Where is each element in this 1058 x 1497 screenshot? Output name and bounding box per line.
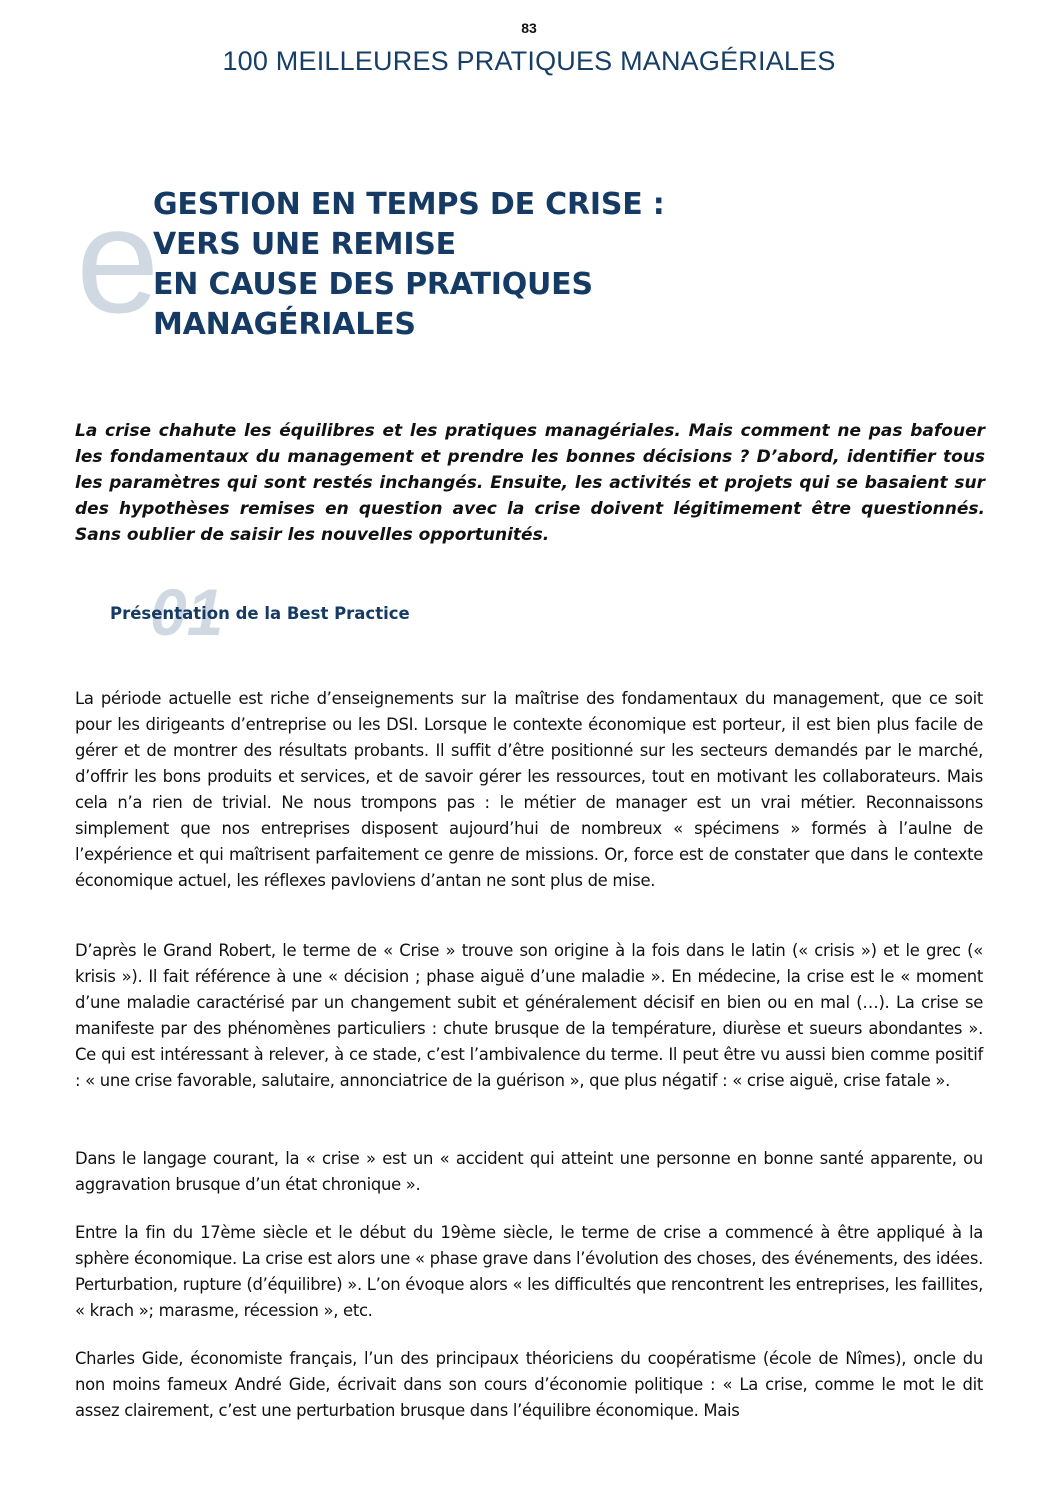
chapter-title-line: GESTION EN TEMPS DE CRISE :: [153, 187, 665, 222]
chapter-title-block: [76, 176, 776, 355]
body-paragraph: Dans le langage courant, la « crise » est un « accident qui atteint une personne en bonne santé apparente, ou aggravation brusque d’un état chronique ».: [75, 1149, 983, 1194]
body-paragraph: Entre la fin du 17ème siècle et le début du 19ème siècle, le terme de crise a commencé à être appliqué à la sphère économique. La crise est alors une « phase grave dans l’évolution des choses, des événements, des idées. Perturbation, rupture (d’équilibre) ». L’on évoque alors « les difficultés que rencontrent les entreprises, les faillites, « krach »; marasme, récession », etc.: [75, 1223, 983, 1320]
section-number: 01: [150, 575, 224, 649]
body-paragraph: La période actuelle est riche d’enseignements sur la maîtrise des fondamentaux du management, que ce soit pour les dirigeants d’entreprise ou les DSI. Lorsque le contexte économique est porteur, il est bien plus facile de gérer et de montrer des résultats probants. Il suffit d’être positionné sur les secteurs demandés par le marché, d’offrir les bons produits et services, et de savoir gérer les ressources, tout en motivant les collaborateurs. Mais cela n’a rien de trivial. Ne nous trompons pas : le métier de manager est un vrai métier. Reconnaissons simplement que nos entreprises disposent aujourd’hui de nombreux « spécimens » formés à l’aulne de l’expérience et qui maîtrisent parfaitement ce genre de missions. Or, force est de constater que dans le contexte économique actuel, les réflexes pavloviens d’antan ne sont plus de mise.: [75, 689, 983, 890]
running-header: 100 MEILLEURES PRATIQUES MANAGÉRIALES: [222, 46, 836, 76]
chapter-title-line: VERS UNE REMISE: [153, 227, 456, 262]
decorative-letter: e: [76, 176, 160, 344]
body-paragraph: D’après le Grand Robert, le terme de « Crise » trouve son origine à la fois dans le latin (« crisis ») et le grec (« krisis »). Il fait référence à une « décision ; phase aiguë d’une maladie ». En médecine, la crise est le « moment d’une maladie caractérisé par un changement subit et généralement décisif en bien ou en mal (…). La crise se manifeste par des phénomènes particuliers : chute brusque de la température, diurèse et sueurs abondantes ». Ce qui est intéressant à relever, à ce stade, c’est l’ambivalence du terme. Il peut être vu aussi bien comme positif : « une crise favorable, salutaire, annonciatrice de la guérison », que plus négatif : « crise aiguë, crise fatale ».: [75, 941, 983, 1090]
chapter-title: [153, 185, 665, 345]
section-heading: [110, 575, 530, 660]
chapter-title-line: EN CAUSE DES PRATIQUES: [153, 267, 593, 302]
section-title: Présentation de la Best Practice: [110, 604, 410, 623]
page-number: 83: [521, 20, 537, 36]
body-paragraph: Charles Gide, économiste français, l’un des principaux théoriciens du coopératisme (école de Nîmes), oncle du non moins fameux André Gide, écrivait dans son cours d’économie politique : « La crise, comme le mot le dit assez clairement, c’est une perturbation brusque dans l’équilibre économique. Mais: [75, 1349, 983, 1420]
lede-paragraph: La crise chahute les équilibres et les pratiques managériales. Mais comment ne pas bafouer les fondamentaux du management et prendre les bonnes décisions ? D’abord, identifier tous les paramètres qui sont restés inchangés. Ensuite, les activités et projets qui se basaient sur des hypothèses remises en question avec la crise doivent légitimement être questionnés. Sans oublier de saisir les nouvelles opportunités.: [75, 421, 985, 545]
chapter-title-line: MANAGÉRIALES: [153, 307, 416, 342]
